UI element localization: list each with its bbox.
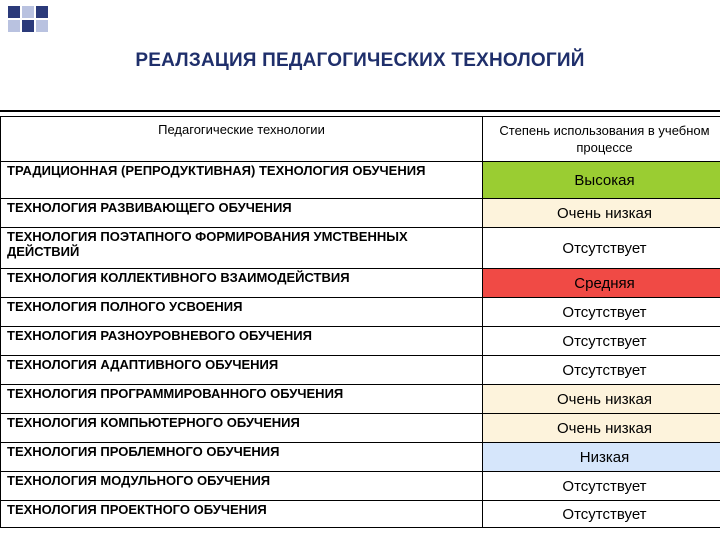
table-row [1, 443, 720, 472]
technology-name [1, 199, 483, 228]
technology-label: ТЕХНОЛОГИЯ КОМПЬЮТЕРНОГО ОБУЧЕНИЯ [7, 415, 300, 430]
usage-level: Средняя [483, 269, 720, 298]
table-row [1, 228, 720, 269]
technology-name [1, 228, 483, 269]
technology-name [1, 298, 483, 327]
technology-label: ТРАДИЦИОННАЯ (РЕПРОДУКТИВНАЯ) ТЕХНОЛОГИЯ ОБУЧЕНИЯ [7, 163, 426, 178]
page-title: РЕАЛЗАЦИЯ ПЕДАГОГИЧЕСКИХ ТЕХНОЛОГИЙ [135, 50, 585, 71]
table-row [1, 199, 720, 228]
technology-label: ТЕХНОЛОГИЯ МОДУЛЬНОГО ОБУЧЕНИЯ [7, 473, 271, 488]
deco-square [36, 20, 48, 32]
technology-label: ТЕХНОЛОГИЯ ПОЛНОГО УСВОЕНИЯ [7, 299, 243, 314]
technology-label: ТЕХНОЛОГИЯ РАЗВИВАЮЩЕГО ОБУЧЕНИЯ [7, 200, 292, 215]
usage-level: Отсутствует [483, 298, 720, 327]
technology-name [1, 356, 483, 385]
table-row [1, 501, 720, 528]
corner-decoration [0, 0, 60, 40]
technology-label: ТЕХНОЛОГИЯ ПРОЕКТНОГО ОБУЧЕНИЯ [7, 502, 267, 517]
deco-square [8, 6, 20, 18]
usage-level: Отсутствует [483, 501, 720, 528]
technology-label: ТЕХНОЛОГИЯ ПРОБЛЕМНОГО ОБУЧЕНИЯ [7, 444, 280, 459]
usage-level: Отсутствует [483, 472, 720, 501]
table-row [1, 327, 720, 356]
deco-square [8, 20, 20, 32]
deco-square [22, 20, 34, 32]
technology-label: ТЕХНОЛОГИЯ АДАПТИВНОГО ОБУЧЕНИЯ [7, 357, 279, 372]
usage-level: Низкая [483, 443, 720, 472]
technologies-table [0, 116, 720, 528]
table-row [1, 269, 720, 298]
usage-level: Отсутствует [483, 327, 720, 356]
table-header-row [1, 117, 720, 162]
technology-name [1, 385, 483, 414]
usage-level: Очень низкая [483, 414, 720, 443]
usage-level: Очень низкая [483, 199, 720, 228]
technology-label: ТЕХНОЛОГИЯ ПОЭТАПНОГО ФОРМИРОВАНИЯ УМСТВЕННЫХ ДЕЙСТВИЙ [7, 229, 408, 259]
technology-label: ТЕХНОЛОГИЯ РАЗНОУРОВНЕВОГО ОБУЧЕНИЯ [7, 328, 312, 343]
technology-label: ТЕХНОЛОГИЯ КОЛЛЕКТИВНОГО ВЗАИМОДЕЙСТВИЯ [7, 270, 350, 285]
table-row [1, 298, 720, 327]
header-usage: Степень использования в учебном процессе [483, 117, 720, 162]
technology-name [1, 443, 483, 472]
header-technology: Педагогические технологии [1, 117, 483, 162]
technology-name [1, 327, 483, 356]
deco-square [36, 6, 48, 18]
technology-name [1, 269, 483, 298]
technology-label: ТЕХНОЛОГИЯ ПРОГРАММИРОВАННОГО ОБУЧЕНИЯ [7, 386, 344, 401]
usage-level: Очень низкая [483, 385, 720, 414]
technology-name [1, 414, 483, 443]
table-row [1, 414, 720, 443]
deco-square [22, 6, 34, 18]
usage-level: Отсутствует [483, 228, 720, 269]
table-row [1, 356, 720, 385]
title-divider [0, 110, 720, 112]
technology-name [1, 162, 483, 199]
table-row [1, 472, 720, 501]
usage-level: Отсутствует [483, 356, 720, 385]
technology-name [1, 501, 483, 528]
usage-level: Высокая [483, 162, 720, 199]
table-row [1, 385, 720, 414]
technology-name [1, 472, 483, 501]
table-row [1, 162, 720, 199]
